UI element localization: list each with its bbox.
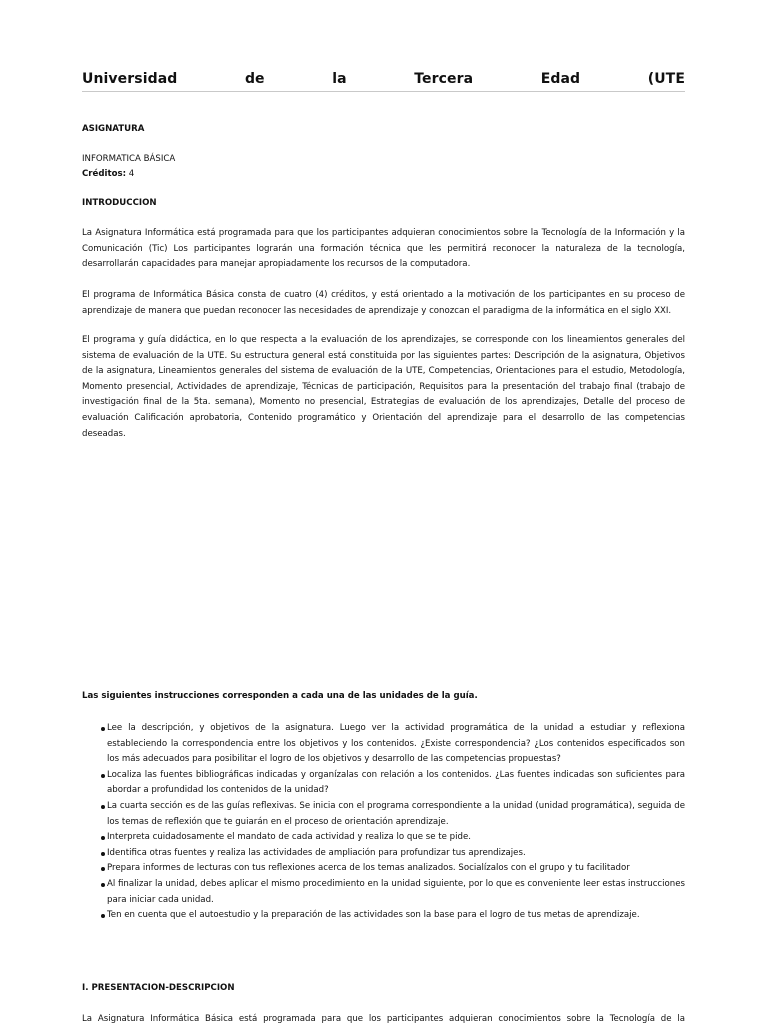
list-item: Identifica otras fuentes y realiza las actividades de ampliación para profundizar tus aprendizajes. [82, 846, 685, 862]
list-item: Ten en cuenta que el autoestudio y la preparación de las actividades son la base para el logro de tus metas de aprendizaje. [82, 908, 685, 924]
header-word: de [244, 71, 265, 87]
course-name: INFORMATICA BÁSICA [82, 154, 176, 164]
asignatura-heading: ASIGNATURA [82, 124, 145, 134]
header-word: Tercera [414, 71, 474, 87]
bullet-icon [101, 867, 105, 871]
instructions-list [82, 721, 685, 924]
header-word: (UTE [647, 71, 685, 87]
list-item: Prepara informes de lecturas con tus reflexiones acerca de los temas analizados. Socialízalos con el grupo y tu facilitador [82, 861, 685, 877]
header-word: Universidad [82, 71, 178, 87]
bullet-icon [101, 727, 105, 731]
list-item: Lee la descripción, y objetivos de la asignatura. Luego ver la actividad programática de la unidad a estudiar y reflexiona estableciendo la correspondencia entre los objetivos y los contenidos. ¿Existe correspondencia? ¿Los contenidos especificados son los más adecuados para posibilitar el logro de los objetivos y desarrollo de las competencias propuestas? [82, 721, 685, 768]
bullet-icon [101, 883, 105, 887]
instrucciones-heading: Las siguientes instrucciones corresponden a cada una de las unidades de la guía. [82, 691, 478, 701]
page-header [82, 67, 685, 91]
bullet-icon [101, 774, 105, 778]
list-item: Interpreta cuidadosamente el mandato de cada actividad y realiza lo que se te pide. [82, 830, 685, 846]
introduccion-heading: INTRODUCCION [82, 198, 157, 208]
credits-label: Créditos: [82, 169, 127, 179]
list-item: Localiza las fuentes bibliográficas indicadas y organízalas con relación a los contenidos. ¿Las fuentes indicadas son suficientes para abordar a profundidad los contenidos de la unidad? [82, 768, 685, 799]
credits-line [82, 167, 134, 183]
intro-paragraph-2: El programa de Informática Básica consta de cuatro (4) créditos, y está orientado a la motivación de los participantes en su proceso de aprendizaje de manera que puedan reconocer las necesidades de aprendizaje y conozcan el paradigma de la informática en el siglo XXI. [82, 290, 685, 316]
list-item: La cuarta sección es de las guías reflexivas. Se inicia con el programa correspondiente a la unidad (unidad programática), seguida de los temas de reflexión que te guiarán en el proceso de orientación aprendizaje. [82, 799, 685, 830]
presentacion-heading: I. PRESENTACION-DESCRIPCION [82, 983, 235, 993]
credits-value: 4 [126, 169, 135, 179]
intro-paragraph-1: La Asignatura Informática está programada para que los participantes adquieran conocimientos sobre la Tecnología de la Información y la Comunicación (Tic) Los participantes lograrán una formación técnica que les permitirá reconocer la naturaleza de la tecnología, desarrollarán capacidades para manejar apropiadamente los recursos de la computadora. [82, 228, 685, 270]
bullet-icon [101, 914, 105, 918]
presentacion-paragraph: La Asignatura Informática Básica está programada para que los participantes adquieran conocimientos sobre la Tecnología de la [82, 1014, 685, 1024]
list-item: Al finalizar la unidad, debes aplicar el mismo procedimiento en la unidad siguiente, por lo que es conveniente leer estas instrucciones para iniciar cada unidad. [82, 877, 685, 908]
header-word: la [332, 71, 347, 87]
bullet-icon [101, 836, 105, 840]
bullet-icon [101, 805, 105, 809]
bullet-icon [101, 852, 105, 856]
header-word: Edad [540, 71, 581, 87]
header-divider [82, 91, 685, 92]
intro-paragraph-3: El programa y guía didáctica, en lo que respecta a la evaluación de los aprendizajes, se corresponde con los lineamientos generales del sistema de evaluación de la UTE. Su estructura general está constituida por las siguientes partes: Descripción de la asignatura, Objetivos de la asignatura, Lineamientos generales del sistema de evaluación de la UTE, Competencias, Orientaciones para el estudio, Metodología, Momento presencial, Actividades de aprendizaje, Técnicas de participación, Requisitos para la presentación del trabajo final (trabajo de investigación final de la 5ta. semana), Momento no presencial, Estrategias de evaluación de los aprendizajes, Detalle del proceso de evaluación Calificación aprobatoria, Contenido programático y Orientación del aprendizaje para el desarrollo de las competencias deseadas. [82, 335, 685, 439]
